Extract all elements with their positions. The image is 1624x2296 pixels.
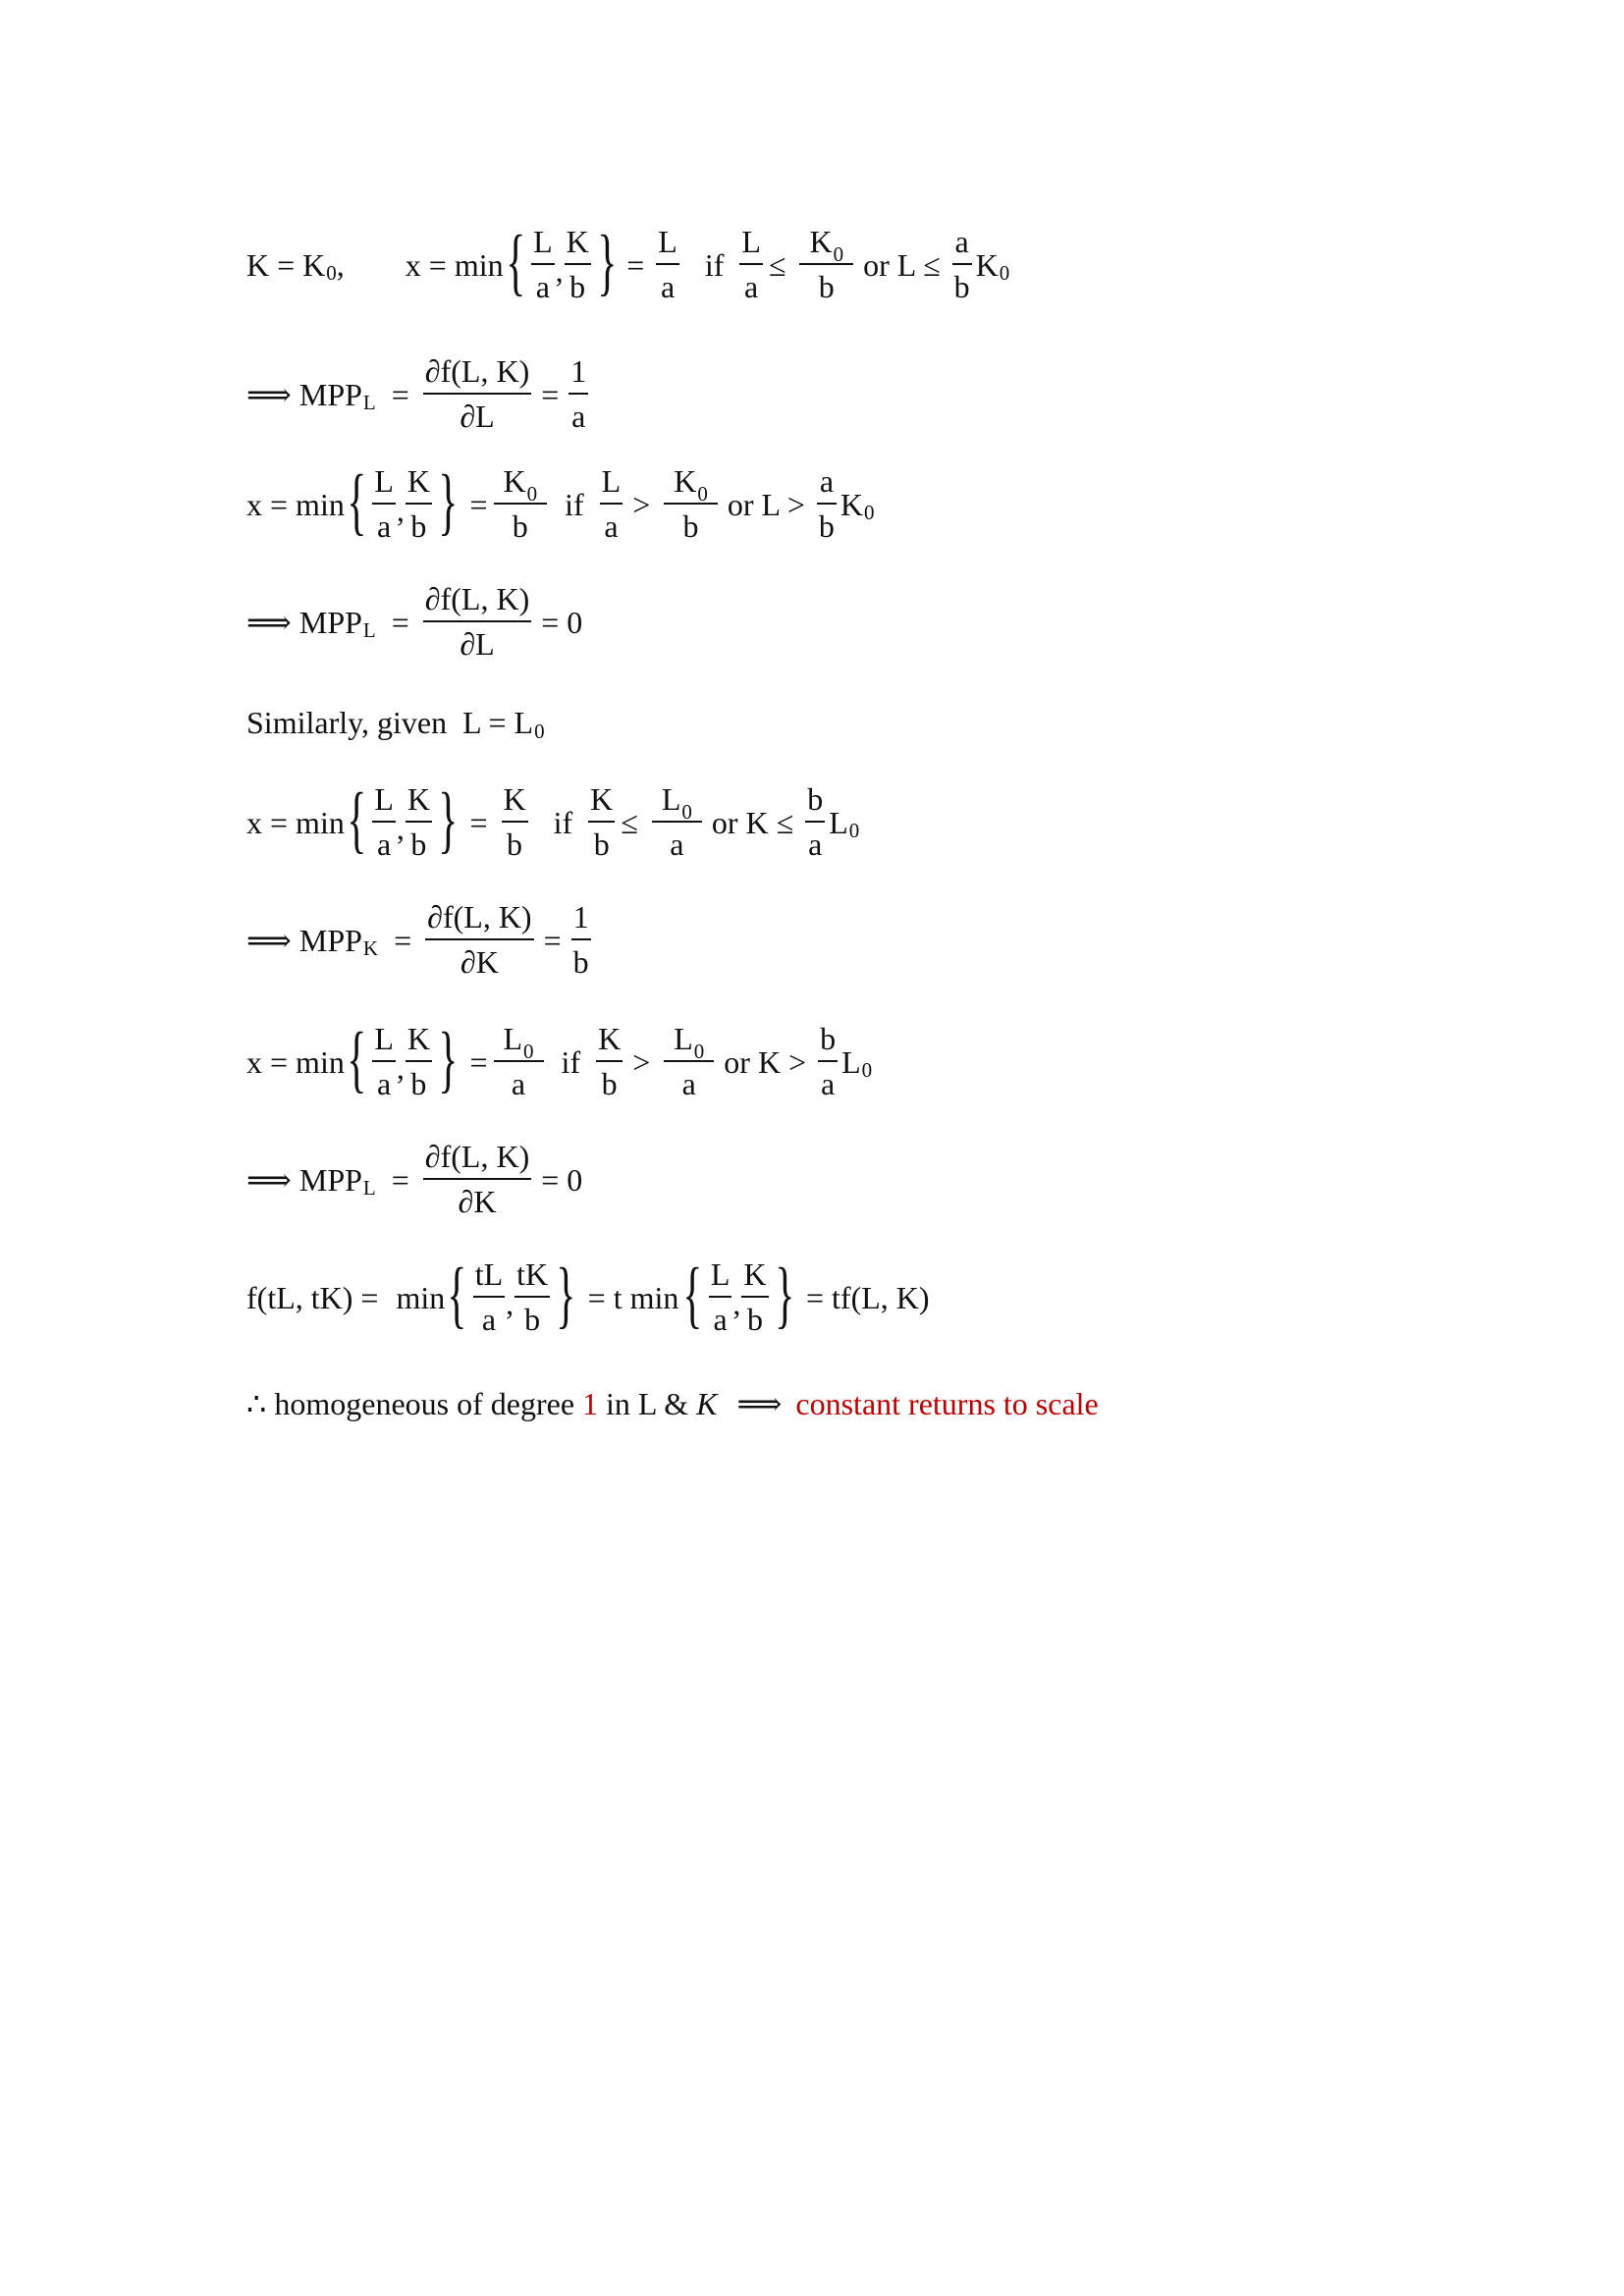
text-line-similarly: [246, 705, 545, 743]
eq3-x-min: x = min: [246, 486, 345, 522]
eq8-frac-k-b-2: $\frac{K}{b}$: [598, 1021, 622, 1101]
eq2-equals-2: =: [541, 376, 560, 412]
eq6-tail-sub: 0: [848, 819, 860, 843]
similarly-sub-0: 0: [534, 719, 545, 743]
eq6-tail-l: L: [829, 804, 848, 840]
eq10-brace2-open: {: [682, 1254, 703, 1337]
eq3-equals: =: [469, 486, 488, 522]
conclusion-line: [246, 1388, 1099, 1419]
eq3-or-l-gt: or L >: [727, 486, 805, 522]
conclusion-constant-returns: constant returns to scale: [795, 1386, 1099, 1421]
eq9-equals-zero: = 0: [541, 1161, 583, 1198]
eq1-frac-l-a-3: $\frac{L}{a}$: [741, 224, 761, 304]
equation-line-3: [246, 460, 875, 544]
eq3-brace-open: {: [347, 460, 367, 544]
eq1-or-l-leq: or L ≤: [863, 246, 941, 283]
eq8-frac-l0-a: $\frac{L_0}{a}$: [502, 1023, 536, 1100]
eq1-tail-k: K: [975, 246, 999, 283]
eq1-x-min: x = min: [405, 246, 504, 283]
eq10-f-tl-tk: f(tL, tK) =: [246, 1279, 379, 1315]
eq9-sub-l: L: [362, 1176, 376, 1201]
eq7-equals-2: =: [543, 922, 562, 958]
eq8-or-k-gt: or K >: [724, 1043, 807, 1080]
eq8-frac-k-b: $\frac{K}{b}$: [406, 1021, 430, 1101]
eq8-brace-open: {: [347, 1018, 367, 1101]
eq6-brace-close: }: [438, 778, 459, 862]
eq1-if: if: [704, 246, 725, 283]
eq4-equals: =: [391, 604, 409, 640]
eq8-x-min: x = min: [246, 1043, 345, 1080]
eq1-brace-open: {: [505, 221, 525, 304]
eq9-frac-partial: $\frac{\partial f(L, K)}{\partial K}$: [424, 1139, 530, 1219]
eq6-brace-open: {: [347, 778, 367, 862]
eq7-frac-1-b: $\frac{1}{b}$: [572, 899, 589, 980]
eq3-frac-k0-b: $\frac{K_0}{b}$: [502, 465, 540, 543]
eq7-implies-mpp: ⟹ MPP: [246, 922, 362, 958]
similarly-text: Similarly, given L = L: [246, 705, 534, 740]
eq2-frac-partial: $\frac{\partial f(L, K)}{\partial L}$: [424, 353, 530, 434]
conclusion-in-l: in L &: [606, 1386, 689, 1421]
eq6-or-k-leq: or K ≤: [711, 804, 794, 840]
eq2-frac-1-a: $\frac{1}{a}$: [570, 353, 587, 434]
eq10-frac-tl-a: $\frac{tL}{a}$: [474, 1256, 504, 1337]
eq8-frac-b-a: $\frac{b}{a}$: [820, 1021, 837, 1101]
eq6-frac-k-b-2: $\frac{K}{b}$: [503, 781, 526, 862]
eq7-sub-k: K: [362, 936, 379, 961]
eq1-sub-0: 0: [326, 261, 337, 286]
eq10-equals-tf: = tf(L, K): [805, 1279, 930, 1315]
eq1-tail-sub: 0: [999, 261, 1010, 286]
eq10-min: min: [396, 1279, 446, 1315]
eq3-frac-k-b: $\frac{K}{b}$: [406, 463, 430, 544]
eq3-gt: >: [632, 486, 651, 522]
conclusion-degree-one: 1: [582, 1386, 599, 1421]
eq6-equals: =: [469, 804, 488, 840]
eq10-comma: ,: [506, 1285, 514, 1321]
eq6-frac-b-a: $\frac{b}{a}$: [807, 781, 824, 862]
eq6-comma: ,: [396, 810, 405, 846]
eq10-brace2-close: }: [774, 1254, 794, 1337]
equation-line-1: [246, 221, 1010, 304]
eq3-frac-l-a: $\frac{L}{a}$: [374, 463, 394, 544]
eq8-frac-l0-a-2: $\frac{L_0}{a}$: [672, 1023, 706, 1100]
eq8-tail-sub: 0: [861, 1058, 873, 1083]
conclusion-k-italic: K: [696, 1386, 718, 1421]
eq1-equals: =: [626, 246, 645, 283]
eq1-frac-k-b: $\frac{K}{b}$: [566, 224, 589, 304]
eq4-sub-l: L: [362, 618, 376, 643]
eq1-brace-close: }: [596, 221, 618, 304]
conclusion-implies: ⟹: [736, 1386, 783, 1421]
eq9-implies-mpp: ⟹ MPP: [246, 1161, 362, 1198]
eq3-tail-k: K: [839, 486, 864, 522]
equation-line-10: [246, 1254, 930, 1337]
eq4-equals-zero: = 0: [541, 604, 583, 640]
eq1-comma: ,: [336, 246, 345, 283]
eq3-frac-k0-b-2: $\frac{K_0}{b}$: [672, 465, 710, 543]
eq2-sub-l: L: [362, 391, 376, 415]
equation-line-4: [246, 583, 582, 661]
eq8-gt: >: [632, 1043, 651, 1080]
eq6-frac-l0-a: $\frac{L_0}{a}$: [660, 783, 694, 861]
equation-line-7: [246, 901, 595, 979]
eq8-if: if: [561, 1043, 581, 1080]
conclusion-therefore-text: ∴ homogeneous of degree: [246, 1386, 575, 1421]
eq8-tail-l: L: [841, 1043, 861, 1080]
equation-line-6: [246, 778, 860, 862]
eq1-frac-a-b: $\frac{a}{b}$: [953, 224, 970, 304]
eq1-frac-l-a: $\frac{L}{a}$: [533, 224, 553, 304]
eq4-implies-mpp: ⟹ MPP: [246, 604, 362, 640]
eq10-brace-close: }: [556, 1254, 576, 1337]
eq7-frac-partial: $\frac{\partial f(L, K)}{\partial K}$: [427, 899, 532, 980]
eq8-equals: =: [469, 1043, 488, 1080]
eq3-comma: ,: [396, 492, 405, 528]
eq10-comma2: ,: [732, 1285, 741, 1321]
eq2-equals: =: [391, 376, 409, 412]
eq1-frac-k0-b: $\frac{K_0}{b}$: [807, 226, 845, 303]
eq1-k-equals-k0: K = K: [246, 246, 326, 283]
eq3-frac-a-b: $\frac{a}{b}$: [818, 463, 835, 544]
eq6-if: if: [553, 804, 573, 840]
eq6-leq: ≤: [621, 804, 638, 840]
eq4-frac-partial: $\frac{\partial f(L, K)}{\partial L}$: [424, 581, 530, 662]
eq6-x-min: x = min: [246, 804, 345, 840]
eq9-equals: =: [391, 1161, 409, 1198]
eq8-frac-l-a: $\frac{L}{a}$: [374, 1021, 394, 1101]
eq3-if: if: [565, 486, 584, 522]
eq1-comma2: ,: [555, 252, 564, 289]
eq6-frac-k-b-3: $\frac{K}{b}$: [590, 781, 614, 862]
eq6-frac-l-a: $\frac{L}{a}$: [374, 781, 394, 862]
eq1-frac-l-a-2: $\frac{L}{a}$: [658, 224, 677, 304]
eq1-leq: ≤: [768, 246, 786, 283]
eq10-equals-t-min: = t min: [587, 1279, 679, 1315]
eq3-frac-l-a-2: $\frac{L}{a}$: [601, 463, 622, 544]
eq6-frac-k-b: $\frac{K}{b}$: [406, 781, 430, 862]
equation-line-2: [246, 355, 592, 433]
equation-line-9: [246, 1141, 582, 1218]
equation-line-8: [246, 1018, 873, 1101]
eq8-comma: ,: [396, 1049, 405, 1086]
eq10-frac-k-b: $\frac{K}{b}$: [743, 1256, 767, 1337]
eq7-equals: =: [394, 922, 412, 958]
eq10-frac-tk-b: $\frac{tK}{b}$: [516, 1256, 549, 1337]
eq10-brace-open: {: [447, 1254, 467, 1337]
eq10-frac-l-a: $\frac{L}{a}$: [710, 1256, 731, 1337]
eq8-brace-close: }: [438, 1018, 459, 1101]
eq3-brace-close: }: [438, 460, 459, 544]
eq2-implies-mpp: ⟹ MPP: [246, 376, 362, 412]
eq3-tail-sub: 0: [864, 501, 875, 525]
